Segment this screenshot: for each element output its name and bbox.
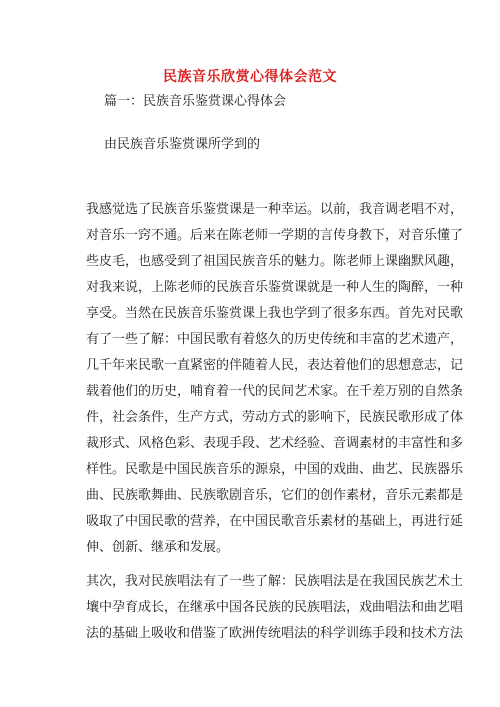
intro-line: 由民族音乐鉴赏课所学到的 xyxy=(104,137,261,152)
paragraph-line: 些皮毛，也感受到了祖国民族音乐的魅力。陈老师上课幽默风趣， xyxy=(86,254,464,269)
paragraph-line: 壤中孕育成长，在继承中国各民族的民族唱法，戏曲唱法和曲艺唱 xyxy=(86,600,464,615)
paragraph-line: 其次，我对民族唱法有了一些了解：民族唱法是在我国民族艺术土 xyxy=(86,574,464,589)
paragraph-line: 对我来说，上陈老师的民族音乐鉴赏课就是一种人生的陶醉，一种 xyxy=(86,280,464,295)
paragraph-2 xyxy=(86,569,464,647)
paragraph-line: 有了一些了解：中国民歌有着悠久的历史传统和丰富的艺术遗产， xyxy=(86,332,464,347)
paragraph-line: 吸取了中国民歌的营养，在中国民歌音乐素材的基础上，再进行延 xyxy=(86,514,464,529)
paragraph-line: 裁形式、风格色彩、表现手段、艺术经验、音调素材的丰富性和多 xyxy=(86,436,464,451)
paragraph-line: 伸、创新、继承和发展。 xyxy=(86,540,230,555)
paragraph-1 xyxy=(86,197,464,561)
document-title: 民族音乐欣赏心得体会范文 xyxy=(163,69,337,85)
paragraph-line: 曲、民族歌舞曲、民族歌剧音乐，它们的创作素材，音乐元素都是 xyxy=(86,488,464,503)
paragraph-line: 样性。民歌是中国民族音乐的源泉，中国的戏曲、曲艺、民族器乐 xyxy=(86,462,464,477)
paragraph-line: 件，社会条件，生产方式，劳动方式的影响下，民族民歌形成了体 xyxy=(86,410,464,425)
paragraph-line: 法的基础上吸收和借鉴了欧洲传统唱法的科学训练手段和技术方法 xyxy=(86,626,464,641)
paragraph-line: 几千年来民歌一直紧密的伴随着人民，表达着他们的思想意志，记 xyxy=(86,358,464,373)
paragraph-line: 对音乐一窍不通。后来在陈老师一学期的言传身教下，对音乐懂了 xyxy=(86,228,464,243)
paragraph-line: 享受。当然在民族音乐鉴赏课上我也学到了很多东西。首先对民歌 xyxy=(86,306,464,321)
paragraph-line: 我感觉选了民族音乐鉴赏课是一种幸运。以前，我音调老唱不对， xyxy=(86,202,464,217)
document-subtitle: 篇一：民族音乐鉴赏课心得体会 xyxy=(104,94,287,109)
paragraph-line: 载着他们的历史，哺育着一代的民间艺术家。在千差万别的自然条 xyxy=(86,384,464,399)
